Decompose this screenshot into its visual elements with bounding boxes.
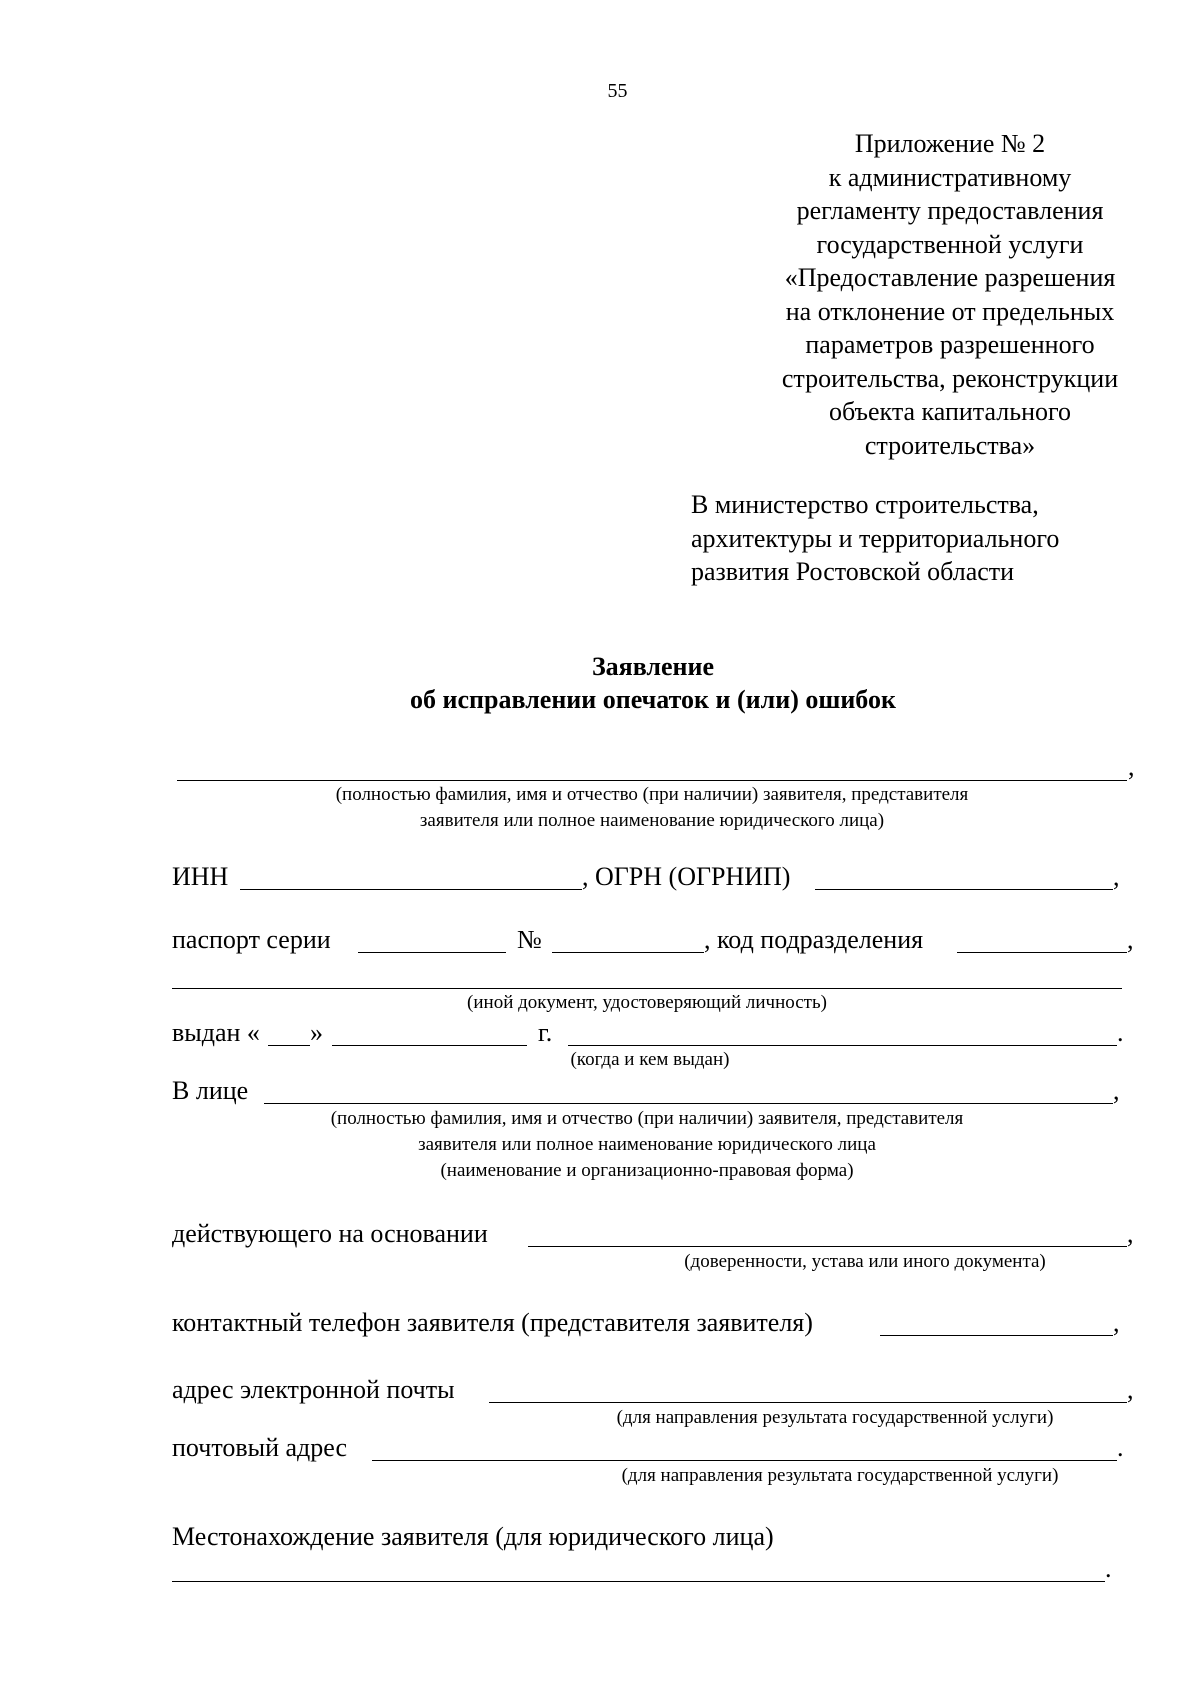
appendix-line: регламенту предоставления [796,196,1104,225]
comma: , [1127,1219,1134,1248]
addressee-block [691,488,1059,589]
title-line-1: Заявление [591,652,715,681]
issued-by-field[interactable] [568,1045,1117,1046]
person-field[interactable] [264,1103,1113,1104]
ogrn-label: , ОГРН (ОГРНИП) [582,862,791,891]
person-label: В лице [172,1076,249,1105]
issued-hint: (когда и кем выдан) [570,1049,730,1070]
person-hint-2: заявителя или полное наименование юридического лица [418,1134,876,1155]
issued-month-field[interactable] [332,1045,527,1046]
person-hint-1: (полностью фамилия, имя и отчество (при наличии) заявителя, представителя [330,1108,964,1129]
inn-field[interactable] [240,889,582,890]
passport-number-label: № [517,925,542,954]
appendix-line: параметров разрешенного [805,330,1095,359]
comma: , [1113,862,1120,891]
passport-number-field[interactable] [552,952,704,953]
division-code-label: , код подразделения [704,925,924,954]
applicant-name-field[interactable] [177,780,1127,781]
email-label: адрес электронной почты [172,1375,455,1404]
other-document-hint: (иной документ, удостоверяющий личность) [467,992,827,1013]
location-field[interactable] [172,1581,1105,1582]
issued-label: выдан « [172,1018,260,1047]
appendix-line: Приложение № 2 [854,129,1046,158]
appendix-line: государственной услуги [816,229,1084,259]
postal-label: почтовый адрес [172,1433,347,1462]
comma: , [1113,1076,1120,1105]
basis-hint: (доверенности, устава или иного документа) [684,1251,1046,1272]
appendix-line: объекта капитального [828,397,1072,426]
ogrn-field[interactable] [815,889,1113,890]
addressee-line: архитектуры и территориального [691,523,1060,553]
appendix-line: «Предоставление разрешения [784,263,1116,292]
comma: , [1113,1308,1120,1337]
passport-series-field[interactable] [358,952,506,953]
document-title [0,650,1200,716]
applicant-hint-1: (полностью фамилия, имя и отчество (при наличии) заявителя, представителя [335,784,969,805]
division-code-field[interactable] [957,952,1127,953]
passport-series-label: паспорт серии [172,925,331,954]
applicant-hint-2: заявителя или полное наименование юридического лица) [419,810,885,831]
issued-day-field[interactable] [268,1045,310,1046]
email-hint: (для направления результата государственной услуги) [616,1407,1054,1428]
phone-label: контактный телефон заявителя (представителя заявителя) [172,1308,813,1337]
comma: , [1127,1375,1134,1404]
period: . [1117,1433,1124,1462]
year-label: г. [538,1018,553,1047]
comma: , [1127,925,1134,954]
email-field[interactable] [489,1402,1127,1403]
basis-label: действующего на основании [172,1219,488,1248]
appendix-heading [755,127,1145,462]
addressee-line: развития Ростовской области [691,557,1015,586]
addressee-line: В министерство строительства, [691,490,1039,519]
appendix-line: строительства» [864,430,1036,460]
appendix-line: к административному [828,162,1072,192]
appendix-line: на отклонение от предельных [785,296,1115,326]
location-label: Местонахождение заявителя (для юридического лица) [172,1522,774,1551]
basis-field[interactable] [528,1246,1127,1247]
postal-field[interactable] [372,1460,1117,1461]
appendix-line: строительства, реконструкции [781,363,1119,393]
period: . [1105,1554,1112,1583]
page-number: 55 [607,80,628,102]
issued-close-quote: » [310,1018,323,1047]
comma: , [1128,752,1135,781]
period: . [1117,1018,1124,1047]
postal-hint: (для направления результата государственной услуги) [621,1465,1059,1486]
inn-label: ИНН [172,862,229,891]
person-hint-3: (наименование и организационно-правовая форма) [440,1160,854,1181]
other-document-field[interactable] [172,988,1122,989]
phone-field[interactable] [880,1335,1113,1336]
title-line-2: об исправлении опечаток и (или) ошибок [410,685,896,714]
